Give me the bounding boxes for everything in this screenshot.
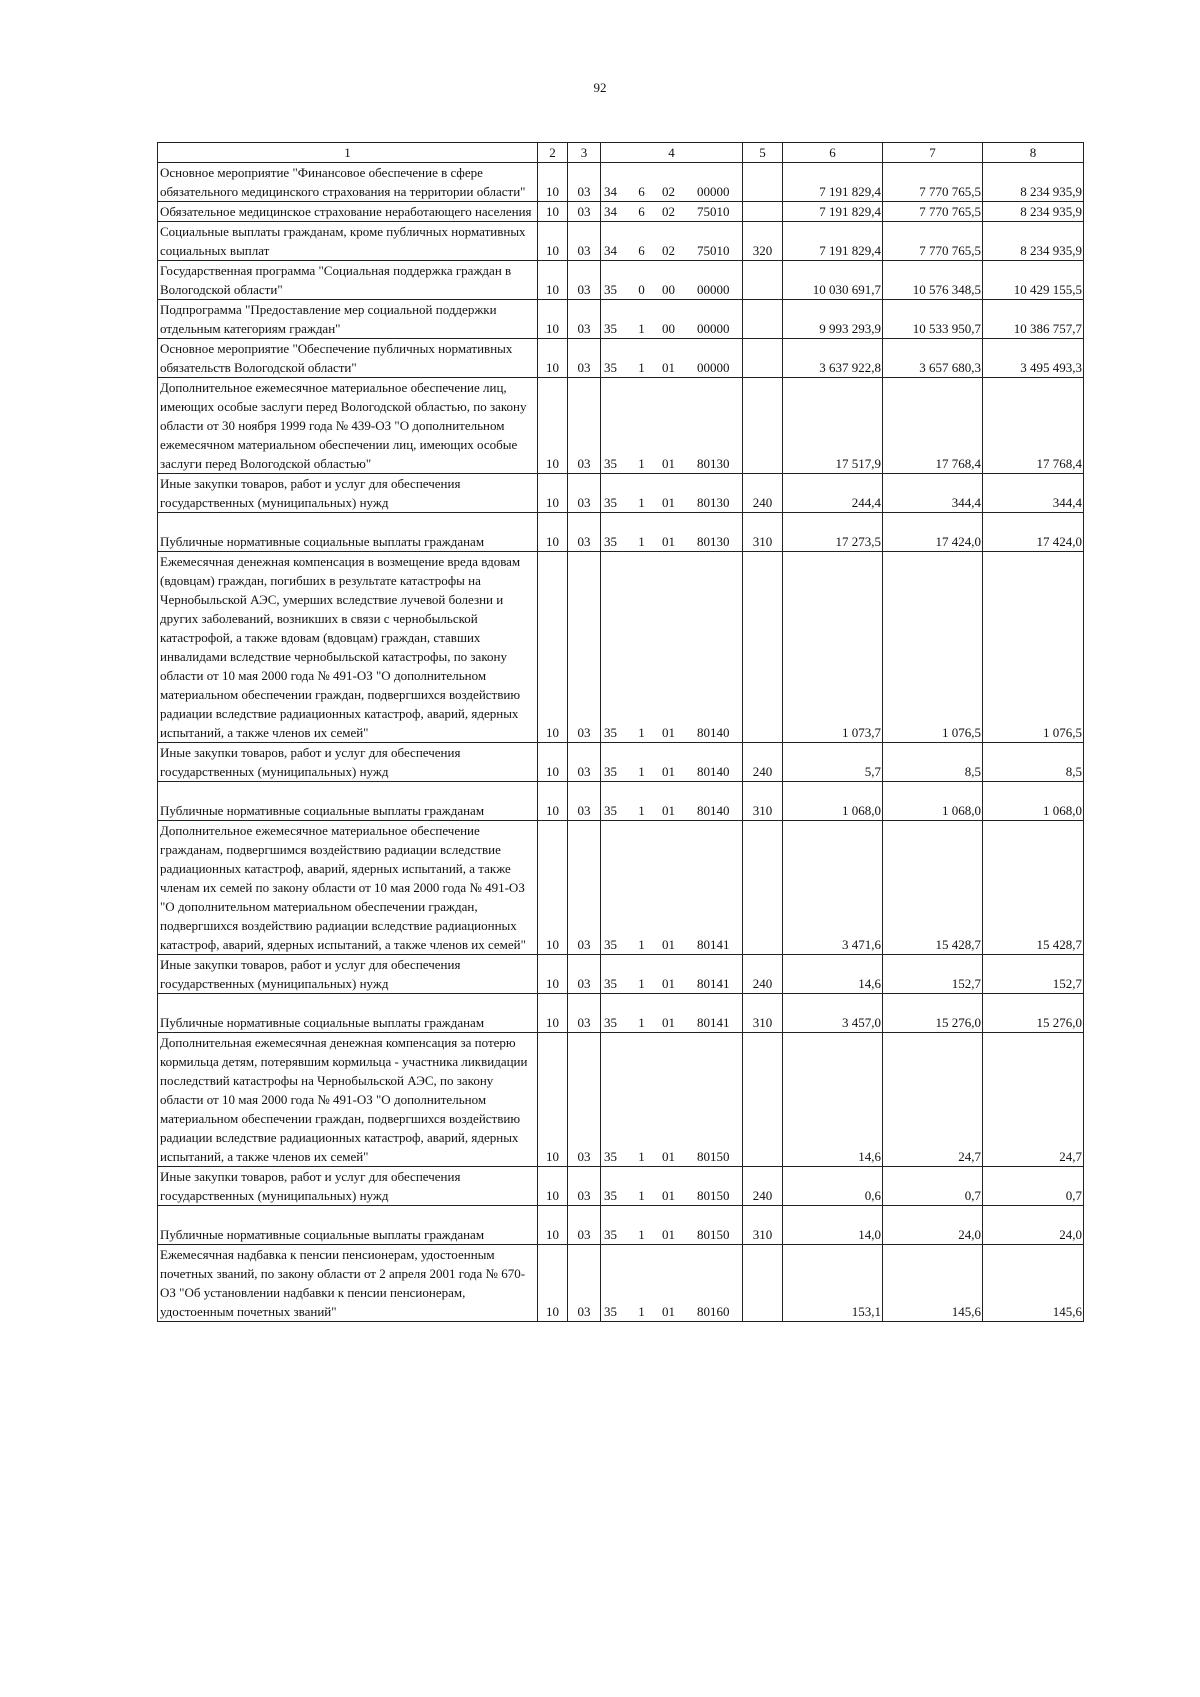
direction-code-cell: 80141	[685, 994, 743, 1033]
amount-year-2-cell: 7 770 765,5	[883, 163, 983, 202]
row-name-cell: Публичные нормативные социальные выплаты гражданам	[158, 994, 538, 1033]
header-cell-1: 1	[158, 143, 538, 163]
amount-year-1-cell: 244,4	[783, 474, 883, 513]
subsection-code-cell: 03	[568, 1033, 601, 1167]
subprogram-code-cell: 1	[631, 955, 653, 994]
section-code-cell: 10	[538, 552, 568, 743]
subsection-code-cell: 03	[568, 339, 601, 378]
table-row	[158, 378, 1084, 474]
activity-code-cell: 00	[653, 261, 685, 300]
activity-code-cell: 01	[653, 1033, 685, 1167]
table-row	[158, 1167, 1084, 1206]
subprogram-code-cell: 6	[631, 202, 653, 222]
expense-type-cell	[743, 552, 783, 743]
program-code-cell: 35	[601, 1206, 631, 1245]
program-code-cell: 35	[601, 474, 631, 513]
expense-type-cell: 240	[743, 955, 783, 994]
subprogram-code-cell: 1	[631, 474, 653, 513]
expense-type-cell: 240	[743, 743, 783, 782]
section-code-cell: 10	[538, 994, 568, 1033]
table-row	[158, 202, 1084, 222]
subsection-code-cell: 03	[568, 1167, 601, 1206]
expense-type-cell	[743, 378, 783, 474]
table-row	[158, 955, 1084, 994]
amount-year-1-cell: 5,7	[783, 743, 883, 782]
amount-year-1-cell: 1 073,7	[783, 552, 883, 743]
amount-year-1-cell: 17 273,5	[783, 513, 883, 552]
amount-year-1-cell: 7 191 829,4	[783, 202, 883, 222]
section-code-cell: 10	[538, 743, 568, 782]
subprogram-code-cell: 1	[631, 743, 653, 782]
amount-year-3-cell: 344,4	[983, 474, 1084, 513]
row-name-cell: Иные закупки товаров, работ и услуг для обеспечения государственных (муниципальных) нужд	[158, 474, 538, 513]
expense-type-cell: 240	[743, 474, 783, 513]
expense-type-cell: 310	[743, 994, 783, 1033]
subprogram-code-cell: 6	[631, 222, 653, 261]
amount-year-1-cell: 14,6	[783, 955, 883, 994]
amount-year-3-cell: 8 234 935,9	[983, 202, 1084, 222]
table-row	[158, 261, 1084, 300]
program-code-cell: 35	[601, 378, 631, 474]
direction-code-cell: 80160	[685, 1245, 743, 1322]
subsection-code-cell: 03	[568, 202, 601, 222]
amount-year-2-cell: 10 576 348,5	[883, 261, 983, 300]
program-code-cell: 35	[601, 552, 631, 743]
amount-year-3-cell: 17 424,0	[983, 513, 1084, 552]
amount-year-3-cell: 10 386 757,7	[983, 300, 1084, 339]
subprogram-code-cell: 1	[631, 378, 653, 474]
direction-code-cell: 75010	[685, 222, 743, 261]
amount-year-1-cell: 10 030 691,7	[783, 261, 883, 300]
header-cell-2: 2	[538, 143, 568, 163]
amount-year-2-cell: 24,0	[883, 1206, 983, 1245]
subsection-code-cell: 03	[568, 1206, 601, 1245]
amount-year-3-cell: 15 276,0	[983, 994, 1084, 1033]
direction-code-cell: 80130	[685, 474, 743, 513]
activity-code-cell: 01	[653, 339, 685, 378]
direction-code-cell: 00000	[685, 339, 743, 378]
program-code-cell: 35	[601, 1033, 631, 1167]
table-row	[158, 821, 1084, 955]
amount-year-2-cell: 3 657 680,3	[883, 339, 983, 378]
direction-code-cell: 00000	[685, 163, 743, 202]
subsection-code-cell: 03	[568, 994, 601, 1033]
program-code-cell: 35	[601, 513, 631, 552]
row-name-cell: Иные закупки товаров, работ и услуг для обеспечения государственных (муниципальных) нужд	[158, 1167, 538, 1206]
direction-code-cell: 00000	[685, 300, 743, 339]
program-code-cell: 35	[601, 955, 631, 994]
amount-year-3-cell: 10 429 155,5	[983, 261, 1084, 300]
row-name-cell: Государственная программа "Социальная поддержка граждан в Вологодской области"	[158, 261, 538, 300]
amount-year-1-cell: 3 637 922,8	[783, 339, 883, 378]
amount-year-3-cell: 3 495 493,3	[983, 339, 1084, 378]
row-name-cell: Иные закупки товаров, работ и услуг для обеспечения государственных (муниципальных) нужд	[158, 955, 538, 994]
direction-code-cell: 80140	[685, 782, 743, 821]
header-cell-4: 4	[601, 143, 743, 163]
table-row	[158, 300, 1084, 339]
direction-code-cell: 80140	[685, 552, 743, 743]
section-code-cell: 10	[538, 222, 568, 261]
subprogram-code-cell: 1	[631, 513, 653, 552]
table-row	[158, 474, 1084, 513]
amount-year-3-cell: 24,7	[983, 1033, 1084, 1167]
amount-year-1-cell: 7 191 829,4	[783, 222, 883, 261]
program-code-cell: 34	[601, 163, 631, 202]
amount-year-3-cell: 1 068,0	[983, 782, 1084, 821]
amount-year-3-cell: 8 234 935,9	[983, 163, 1084, 202]
expense-type-cell: 310	[743, 513, 783, 552]
subprogram-code-cell: 1	[631, 994, 653, 1033]
subsection-code-cell: 03	[568, 261, 601, 300]
activity-code-cell: 01	[653, 1167, 685, 1206]
expense-type-cell	[743, 821, 783, 955]
direction-code-cell: 80141	[685, 821, 743, 955]
subprogram-code-cell: 1	[631, 339, 653, 378]
subsection-code-cell: 03	[568, 782, 601, 821]
expense-type-cell	[743, 339, 783, 378]
amount-year-1-cell: 14,0	[783, 1206, 883, 1245]
amount-year-2-cell: 145,6	[883, 1245, 983, 1322]
subprogram-code-cell: 1	[631, 1245, 653, 1322]
row-name-cell: Публичные нормативные социальные выплаты гражданам	[158, 1206, 538, 1245]
program-code-cell: 35	[601, 782, 631, 821]
amount-year-3-cell: 8 234 935,9	[983, 222, 1084, 261]
table-row	[158, 1245, 1084, 1322]
header-row	[158, 143, 1084, 163]
expense-type-cell	[743, 202, 783, 222]
row-name-cell: Ежемесячная надбавка к пенсии пенсионерам, удостоенным почетных званий, по закону области от 2 апреля 2001 года № 670-ОЗ "Об установлении надбавки к пенсии пенсионерам, удостоенным почетных званий"	[158, 1245, 538, 1322]
amount-year-2-cell: 152,7	[883, 955, 983, 994]
page-number: 92	[593, 80, 607, 95]
amount-year-2-cell: 17 424,0	[883, 513, 983, 552]
amount-year-1-cell: 17 517,9	[783, 378, 883, 474]
amount-year-2-cell: 7 770 765,5	[883, 202, 983, 222]
table-body	[158, 163, 1084, 1322]
subprogram-code-cell: 1	[631, 1033, 653, 1167]
header-cell-6: 6	[783, 143, 883, 163]
activity-code-cell: 01	[653, 994, 685, 1033]
section-code-cell: 10	[538, 474, 568, 513]
direction-code-cell: 80150	[685, 1206, 743, 1245]
header-cell-5: 5	[743, 143, 783, 163]
activity-code-cell: 02	[653, 163, 685, 202]
amount-year-2-cell: 8,5	[883, 743, 983, 782]
activity-code-cell: 01	[653, 1206, 685, 1245]
subsection-code-cell: 03	[568, 821, 601, 955]
row-name-cell: Иные закупки товаров, работ и услуг для обеспечения государственных (муниципальных) нужд	[158, 743, 538, 782]
activity-code-cell: 02	[653, 222, 685, 261]
activity-code-cell: 01	[653, 782, 685, 821]
direction-code-cell: 75010	[685, 202, 743, 222]
direction-code-cell: 80130	[685, 513, 743, 552]
program-code-cell: 35	[601, 1167, 631, 1206]
amount-year-1-cell: 0,6	[783, 1167, 883, 1206]
row-name-cell: Основное мероприятие "Финансовое обеспечение в сфере обязательного медицинского страхования на территории области"	[158, 163, 538, 202]
amount-year-3-cell: 8,5	[983, 743, 1084, 782]
amount-year-1-cell: 1 068,0	[783, 782, 883, 821]
program-code-cell: 35	[601, 261, 631, 300]
program-code-cell: 35	[601, 821, 631, 955]
subprogram-code-cell: 1	[631, 1206, 653, 1245]
amount-year-3-cell: 152,7	[983, 955, 1084, 994]
section-code-cell: 10	[538, 378, 568, 474]
row-name-cell: Публичные нормативные социальные выплаты гражданам	[158, 782, 538, 821]
row-name-cell: Обязательное медицинское страхование неработающего населения	[158, 202, 538, 222]
amount-year-3-cell: 17 768,4	[983, 378, 1084, 474]
section-code-cell: 10	[538, 1206, 568, 1245]
subsection-code-cell: 03	[568, 552, 601, 743]
subsection-code-cell: 03	[568, 743, 601, 782]
subprogram-code-cell: 1	[631, 552, 653, 743]
subprogram-code-cell: 0	[631, 261, 653, 300]
subprogram-code-cell: 1	[631, 821, 653, 955]
section-code-cell: 10	[538, 1167, 568, 1206]
subsection-code-cell: 03	[568, 1245, 601, 1322]
amount-year-2-cell: 1 076,5	[883, 552, 983, 743]
program-code-cell: 35	[601, 743, 631, 782]
amount-year-2-cell: 10 533 950,7	[883, 300, 983, 339]
amount-year-2-cell: 1 068,0	[883, 782, 983, 821]
activity-code-cell: 01	[653, 552, 685, 743]
table-row	[158, 163, 1084, 202]
amount-year-2-cell: 344,4	[883, 474, 983, 513]
program-code-cell: 35	[601, 1245, 631, 1322]
direction-code-cell: 80150	[685, 1167, 743, 1206]
expense-type-cell	[743, 163, 783, 202]
subsection-code-cell: 03	[568, 222, 601, 261]
row-name-cell: Ежемесячная денежная компенсация в возмещение вреда вдовам (вдовцам) граждан, погибших в результате катастрофы на Чернобыльской АЭС, умерших вследствие лучевой болезни и других заболеваний, возникших в связи с чернобыльской катастрофой, а также вдовам (вдовцам) граждан, ставших инвалидами вследствие чернобыльской катастрофы, по закону области от 10 мая 2000 года № 491-ОЗ "О дополнительном материальном обеспечении граждан, подвергшихся воздействию радиации вследствие радиационных катастроф, аварий, ядерных испытаний, а также членов их семей"	[158, 552, 538, 743]
direction-code-cell: 80141	[685, 955, 743, 994]
subsection-code-cell: 03	[568, 378, 601, 474]
row-name-cell: Социальные выплаты гражданам, кроме публичных нормативных социальных выплат	[158, 222, 538, 261]
activity-code-cell: 01	[653, 1245, 685, 1322]
amount-year-2-cell: 7 770 765,5	[883, 222, 983, 261]
subsection-code-cell: 03	[568, 955, 601, 994]
section-code-cell: 10	[538, 782, 568, 821]
amount-year-1-cell: 7 191 829,4	[783, 163, 883, 202]
expense-type-cell: 240	[743, 1167, 783, 1206]
subsection-code-cell: 03	[568, 300, 601, 339]
section-code-cell: 10	[538, 261, 568, 300]
row-name-cell: Дополнительная ежемесячная денежная компенсация за потерю кормильца детям, потерявшим кормильца - участника ликвидации последствий катастрофы на Чернобыльской АЭС, по закону области от 10 мая 2000 года № 491-ОЗ "О дополнительном материальном обеспечении граждан, подвергшихся воздействию радиации вследствие радиационных катастроф, аварий, ядерных испытаний, а также членов их семей"	[158, 1033, 538, 1167]
amount-year-1-cell: 153,1	[783, 1245, 883, 1322]
section-code-cell: 10	[538, 1245, 568, 1322]
table-row	[158, 552, 1084, 743]
amount-year-3-cell: 145,6	[983, 1245, 1084, 1322]
subsection-code-cell: 03	[568, 513, 601, 552]
expense-type-cell	[743, 300, 783, 339]
amount-year-3-cell: 15 428,7	[983, 821, 1084, 955]
row-name-cell: Дополнительное ежемесячное материальное обеспечение гражданам, подвергшимся воздействию радиации вследствие радиационных катастроф, аварий, ядерных испытаний, а также членам их семей по закону области от 10 мая 2000 года № 491-ОЗ "О дополнительном материальном обеспечении граждан, подвергшихся воздействию радиации вследствие радиационных катастроф, аварий, ядерных испытаний, а также членов их семей"	[158, 821, 538, 955]
subsection-code-cell: 03	[568, 474, 601, 513]
table-row	[158, 782, 1084, 821]
amount-year-3-cell: 0,7	[983, 1167, 1084, 1206]
amount-year-2-cell: 0,7	[883, 1167, 983, 1206]
budget-table	[157, 142, 1084, 1322]
expense-type-cell: 310	[743, 1206, 783, 1245]
section-code-cell: 10	[538, 339, 568, 378]
section-code-cell: 10	[538, 1033, 568, 1167]
program-code-cell: 35	[601, 300, 631, 339]
subprogram-code-cell: 1	[631, 782, 653, 821]
row-name-cell: Основное мероприятие "Обеспечение публичных нормативных обязательств Вологодской области"	[158, 339, 538, 378]
amount-year-1-cell: 9 993 293,9	[783, 300, 883, 339]
activity-code-cell: 01	[653, 955, 685, 994]
amount-year-2-cell: 24,7	[883, 1033, 983, 1167]
subprogram-code-cell: 1	[631, 300, 653, 339]
expense-type-cell: 320	[743, 222, 783, 261]
subprogram-code-cell: 1	[631, 1167, 653, 1206]
activity-code-cell: 02	[653, 202, 685, 222]
section-code-cell: 10	[538, 513, 568, 552]
subsection-code-cell: 03	[568, 163, 601, 202]
section-code-cell: 10	[538, 202, 568, 222]
activity-code-cell: 01	[653, 378, 685, 474]
table-row	[158, 339, 1084, 378]
subprogram-code-cell: 6	[631, 163, 653, 202]
program-code-cell: 35	[601, 994, 631, 1033]
table-row	[158, 222, 1084, 261]
activity-code-cell: 00	[653, 300, 685, 339]
program-code-cell: 35	[601, 339, 631, 378]
table-row	[158, 994, 1084, 1033]
amount-year-3-cell: 1 076,5	[983, 552, 1084, 743]
amount-year-2-cell: 17 768,4	[883, 378, 983, 474]
amount-year-1-cell: 3 457,0	[783, 994, 883, 1033]
amount-year-2-cell: 15 428,7	[883, 821, 983, 955]
expense-type-cell	[743, 261, 783, 300]
program-code-cell: 34	[601, 222, 631, 261]
section-code-cell: 10	[538, 955, 568, 994]
amount-year-1-cell: 14,6	[783, 1033, 883, 1167]
section-code-cell: 10	[538, 821, 568, 955]
activity-code-cell: 01	[653, 821, 685, 955]
direction-code-cell: 80140	[685, 743, 743, 782]
direction-code-cell: 80130	[685, 378, 743, 474]
row-name-cell: Публичные нормативные социальные выплаты гражданам	[158, 513, 538, 552]
table-row	[158, 513, 1084, 552]
amount-year-2-cell: 15 276,0	[883, 994, 983, 1033]
header-cell-8: 8	[983, 143, 1084, 163]
direction-code-cell: 80150	[685, 1033, 743, 1167]
table-row	[158, 1033, 1084, 1167]
program-code-cell: 34	[601, 202, 631, 222]
direction-code-cell: 00000	[685, 261, 743, 300]
activity-code-cell: 01	[653, 513, 685, 552]
section-code-cell: 10	[538, 300, 568, 339]
row-name-cell: Дополнительное ежемесячное материальное обеспечение лиц, имеющих особые заслуги перед Вологодской областью, по закону области от 30 ноября 1999 года № 439-ОЗ "О дополнительном ежемесячном материальном обеспечении лиц, имеющих особые заслуги перед Вологодской областью"	[158, 378, 538, 474]
expense-type-cell	[743, 1033, 783, 1167]
activity-code-cell: 01	[653, 743, 685, 782]
amount-year-3-cell: 24,0	[983, 1206, 1084, 1245]
header-cell-3: 3	[568, 143, 601, 163]
expense-type-cell: 310	[743, 782, 783, 821]
table-row	[158, 1206, 1084, 1245]
activity-code-cell: 01	[653, 474, 685, 513]
amount-year-1-cell: 3 471,6	[783, 821, 883, 955]
row-name-cell: Подпрограмма "Предоставление мер социальной поддержки отдельным категориям граждан"	[158, 300, 538, 339]
expense-type-cell	[743, 1245, 783, 1322]
table-row	[158, 743, 1084, 782]
header-cell-7: 7	[883, 143, 983, 163]
section-code-cell: 10	[538, 163, 568, 202]
